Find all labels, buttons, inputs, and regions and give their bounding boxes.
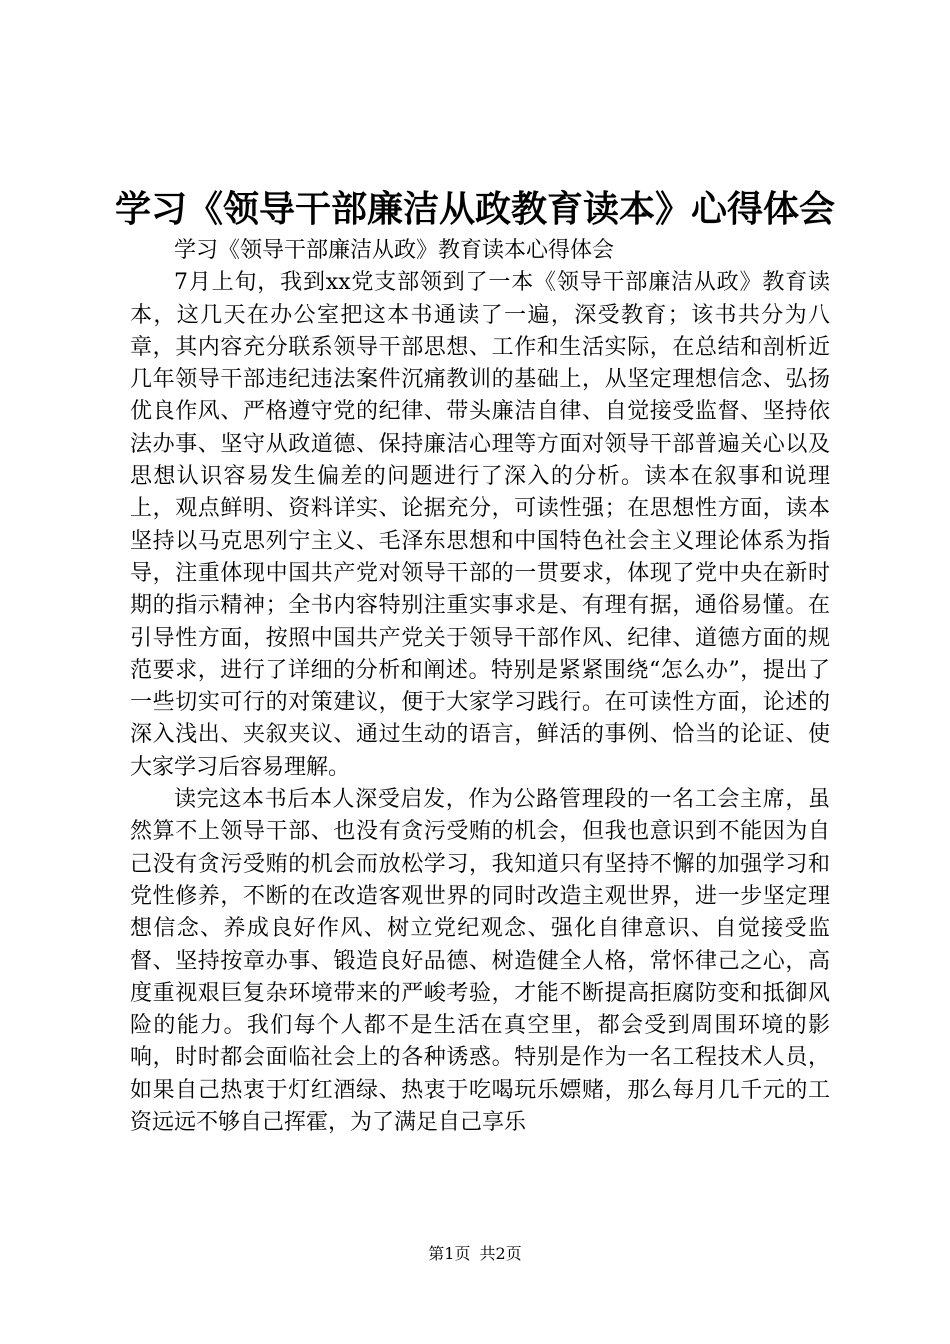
- document-body: [130, 235, 830, 1139]
- page-number: 第1页: [428, 1244, 471, 1263]
- body-paragraph: 7月上旬，我到xx党支部领到了一本《领导干部廉洁从政》教育读本，这几天在办公室把这本书通读了一遍，深受教育；该书共分为八章，其内容充分联系领导干部思想、工作和生活实际，在总结和剖析近几年领导干部违纪违法案件沉痛教训的基础上，从坚定理想信念、弘扬优良作风、严格遵守党的纪律、带头廉洁自律、自觉接受监督、坚持依法办事、坚守从政道德、保持廉洁心理等方面对领导干部普遍关心以及思想认识容易发生偏差的问题进行了深入的分析。读本在叙事和说理上，观点鲜明、资料详实、论据充分，可读性强；在思想性方面，读本坚持以马克思列宁主义、毛泽东思想和中国特色社会主义理论体系为指导，注重体现中国共产党对领导干部的一贯要求，体现了党中央在新时期的指示精神；全书内容特别注重实事求是、有理有据，通俗易懂。在引导性方面，按照中国共产党关于领导干部作风、纪律、道德方面的规范要求，进行了详细的分析和阐述。特别是紧紧围绕“怎么办”，提出了一些切实可行的对策建议，便于大家学习践行。在可读性方面，论述的深入浅出、夹叙夹议、通过生动的语言，鲜活的事例、恰当的论证、使大家学习后容易理解。: [130, 270, 830, 780]
- page-footer: [0, 1244, 950, 1264]
- body-paragraph: 读完这本书后本人深受启发，作为公路管理段的一名工会主席，虽然算不上领导干部、也没有贪污受贿的机会，但我也意识到不能因为自己没有贪污受贿的机会而放松学习，我知道只有坚持不懈的加强学习和党性修养，不断的在改造客观世界的同时改造主观世界，进一步坚定理想信念、养成良好作风、树立党纪观念、强化自律意识、自觉接受监督、坚持按章办事、锻造良好品德、树造健全人格，常怀律己之心，高度重视艰巨复杂环境带来的严峻考验，才能不断提高拒腐防变和抵御风险的能力。我们每个人都不是生活在真空里，都会受到周围环境的影响，时时都会面临社会上的各种诱惑。特别是作为一名工程技术人员，如果自己热衷于灯红酒绿、热衷于吃喝玩乐嫖赌，那么每月几千元的工资远远不够自己挥霍，为了满足自己享乐: [130, 787, 830, 1136]
- page-total: 共2页: [479, 1244, 522, 1263]
- document-title: 学习《领导干部廉洁从政教育读本》心得体会: [114, 188, 835, 230]
- body-paragraph-subtitle: 学习《领导干部廉洁从政》教育读本心得体会: [174, 238, 615, 263]
